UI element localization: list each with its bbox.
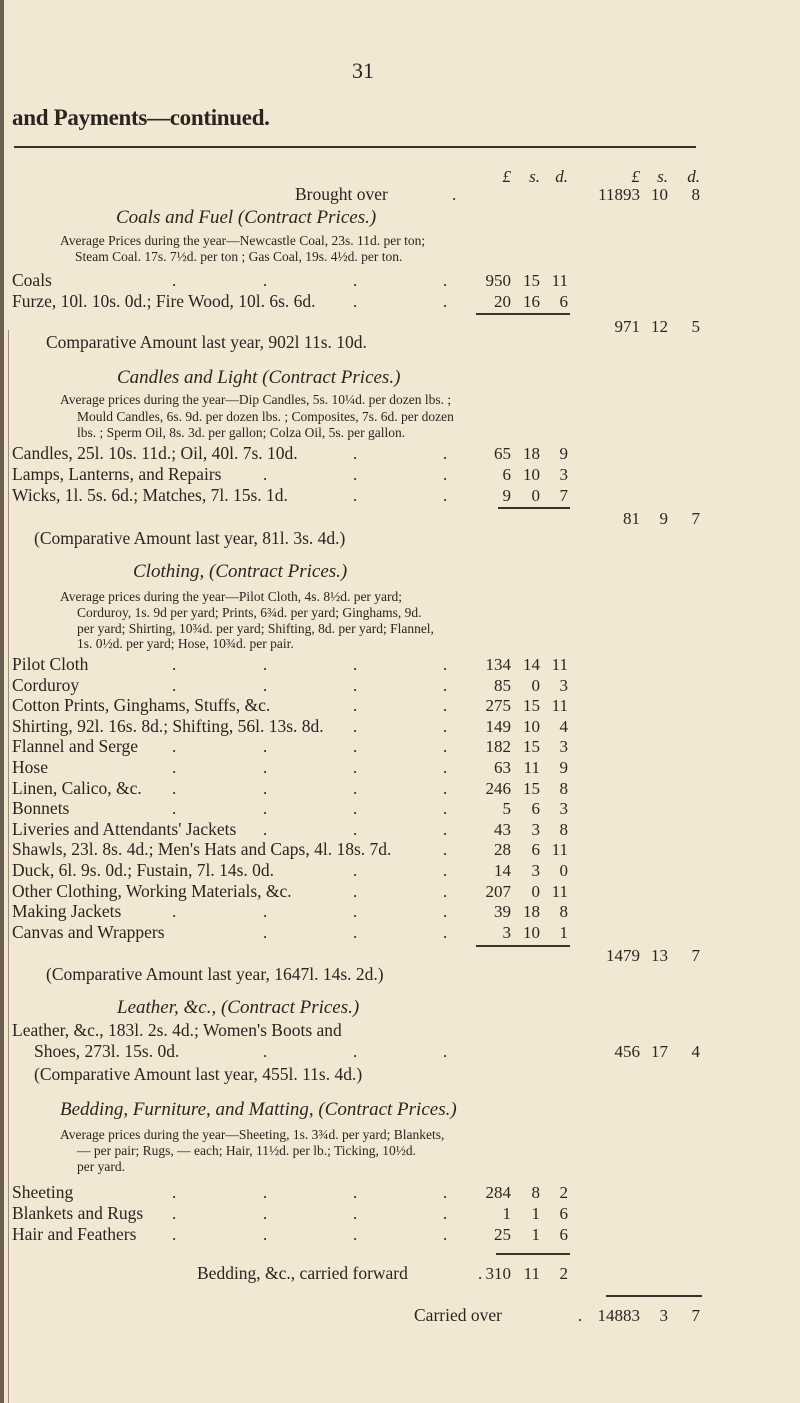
bedding-forward-shillings: 11	[523, 1264, 540, 1283]
wicks-matches-amount-pence: 7	[559, 486, 568, 505]
leader-dot: .	[443, 696, 448, 716]
leader-dot: .	[443, 840, 448, 860]
comparative-amount: (Comparative Amount last year, 455l. 11s. 4d.)	[34, 1064, 363, 1084]
clothing-item-amount-pence: 11	[551, 655, 568, 674]
bedding-forward-pence: 2	[559, 1264, 568, 1283]
clothing-item-amount-shillings: 3	[531, 861, 540, 880]
clothing-item-amount-shillings: 0	[531, 881, 540, 901]
clothing-item-amount-shillings: 6	[531, 799, 540, 819]
avg-prices-line: Average prices during the year—Pilot Cloth, 4s. 8½d. per yard;	[60, 589, 403, 604]
leader-dot: .	[263, 1204, 268, 1223]
wicks-matches-amount-pounds: 9	[502, 486, 511, 505]
clothing-item-amount-shillings: 14	[523, 655, 540, 674]
leader-dot: .	[353, 1183, 358, 1202]
leather-total-pounds: 456	[614, 1042, 640, 1061]
leader-dot: .	[353, 799, 358, 819]
leader-dot: .	[443, 716, 448, 736]
candles-total-pounds: 81	[623, 509, 640, 528]
leader-dot: .	[353, 444, 358, 463]
section-heading-coals: Coals and Fuel (Contract Prices.)	[116, 207, 377, 228]
clothing-item-amount-pounds: 43	[494, 819, 511, 839]
leader-dot: .	[172, 799, 177, 819]
leader-dot: .	[353, 271, 358, 290]
subtotal-rule	[498, 507, 570, 509]
leader-dot: .	[172, 737, 177, 757]
coals-total-pence: 5	[691, 317, 700, 336]
clothing-total-shillings: 13	[651, 946, 668, 965]
coals-total-pounds: 971	[614, 317, 640, 336]
furze-firewood-amount-pounds: 20	[494, 292, 511, 311]
clothing-item-amount-pence: 8	[559, 819, 568, 839]
leader-dot: .	[353, 1204, 358, 1223]
leader-dot: .	[443, 799, 448, 819]
clothing-item-label: Hose	[12, 757, 48, 777]
leader-dot: .	[443, 1225, 448, 1244]
blankets-rugs-amount-pence: 6	[559, 1204, 568, 1223]
coals-amount-pence: 11	[551, 271, 568, 290]
clothing-item-amount-shillings: 15	[523, 737, 540, 757]
leader-dot: .	[353, 716, 358, 736]
brought-over-label: Brought over	[295, 184, 388, 204]
leader-dot: .	[263, 1042, 268, 1061]
leader-dot: .	[172, 675, 177, 695]
coals-amount-pounds: 950	[485, 271, 511, 290]
section-heading-bedding: Bedding, Furniture, and Matting, (Contract Prices.)	[60, 1099, 457, 1120]
page-binding-edge	[0, 0, 4, 1403]
clothing-item-amount-pence: 8	[559, 778, 568, 798]
candles-amount-pence: 9	[559, 444, 568, 463]
clothing-item-label: Canvas and Wrappers	[12, 921, 165, 942]
carried-over-total-pounds: 14883	[597, 1306, 640, 1325]
leader-dot: .	[353, 1042, 358, 1061]
leader-dot: .	[353, 465, 358, 484]
leader-dot: .	[443, 737, 448, 757]
clothing-item-amount-pounds: 28	[494, 840, 511, 860]
clothing-item-amount-pence: 0	[559, 861, 568, 880]
clothing-item-amount-pence: 3	[559, 737, 568, 757]
furze-firewood-label: Furze, 10l. 10s. 0d.; Fire Wood, 10l. 6s. 6d.	[12, 291, 316, 311]
hair-feathers-label: Hair and Feathers	[12, 1224, 137, 1244]
leader-dot: .	[353, 881, 358, 901]
clothing-item-amount-pounds: 85	[494, 675, 511, 695]
lamps-label: Lamps, Lanterns, and Repairs	[12, 464, 222, 484]
clothing-item-amount-pence: 9	[559, 758, 568, 777]
brought-over-total-shillings: 10	[651, 185, 668, 204]
clothing-item-amount-pounds: 149	[485, 716, 511, 736]
leader-dot: .	[443, 486, 448, 505]
leader-dot: .	[263, 655, 268, 674]
leader-dot: .	[353, 922, 358, 942]
blankets-rugs-label: Blankets and Rugs	[12, 1203, 144, 1223]
sheeting-amount-pence: 2	[559, 1183, 568, 1202]
leader-dot: .	[443, 271, 448, 290]
leader-dot: .	[452, 185, 457, 204]
leader-dot: .	[263, 778, 268, 798]
col2-header-pence: d.	[687, 167, 700, 186]
col1-header-pence: d.	[555, 167, 568, 186]
comparative-amount: Comparative Amount last year, 902l 11s. 10d.	[46, 332, 367, 352]
clothing-total-pounds: 1479	[606, 946, 640, 965]
wicks-matches-label: Wicks, 1l. 5s. 6d.; Matches, 7l. 15s. 1d.	[12, 485, 288, 505]
page-margin-line	[8, 330, 9, 1403]
leader-dot: .	[353, 902, 358, 922]
avg-prices-line: Average prices during the year—Dip Candles, 5s. 10¼d. per dozen lbs. ;	[60, 392, 452, 407]
clothing-item-label: Making Jackets	[12, 901, 122, 922]
candles-amount-shillings: 18	[523, 444, 540, 463]
carried-over-total-pence: 7	[691, 1306, 700, 1325]
lamps-amount-pence: 3	[559, 465, 568, 484]
sheeting-amount-pounds: 284	[485, 1183, 511, 1202]
leader-dot: .	[478, 1264, 483, 1283]
leader-dot: .	[263, 465, 268, 484]
hair-feathers-amount-shillings: 1	[531, 1225, 540, 1244]
avg-prices-line: — per pair; Rugs, — each; Hair, 11½d. per lb.; Ticking, 10½d.	[77, 1143, 417, 1158]
avg-prices-line: Average Prices during the year—Newcastle Coal, 23s. 11d. per ton;	[60, 233, 426, 248]
leader-dot: .	[263, 758, 268, 777]
clothing-item-amount-pounds: 3	[502, 922, 511, 942]
clothing-item-amount-shillings: 15	[523, 696, 540, 716]
clothing-item-label: Shirting, 92l. 16s. 8d.; Shifting, 56l. 13s. 8d.	[12, 715, 324, 736]
clothing-item-amount-pounds: 207	[485, 881, 511, 901]
running-head: and Payments—continued.	[12, 105, 270, 130]
clothing-item-label: Corduroy	[12, 674, 80, 695]
clothing-item-amount-shillings: 6	[531, 840, 540, 860]
sheeting-label: Sheeting	[12, 1182, 74, 1202]
subtotal-rule	[476, 313, 570, 315]
col1-header-shillings: s.	[529, 167, 540, 186]
header-rule	[14, 146, 696, 148]
leader-dot: .	[172, 1225, 177, 1244]
clothing-item-amount-pence: 3	[559, 675, 568, 695]
clothing-item-amount-pounds: 5	[502, 799, 511, 819]
avg-prices-line: per yard.	[77, 1159, 125, 1174]
clothing-item-amount-pence: 11	[551, 881, 568, 901]
leader-dot: .	[443, 444, 448, 463]
avg-prices-line: per yard; Shirting, 10¾d. per yard; Shifting, 8d. per yard; Flannel,	[77, 620, 434, 636]
leader-dot: .	[443, 922, 448, 942]
bedding-forward-label: Bedding, &c., carried forward	[197, 1263, 408, 1283]
candles-total-shillings: 9	[659, 509, 668, 528]
lamps-amount-pounds: 6	[502, 465, 511, 484]
subtotal-rule	[476, 945, 570, 947]
leader-dot: .	[443, 819, 448, 839]
clothing-item-amount-pence: 8	[559, 902, 568, 922]
leader-dot: .	[443, 292, 448, 311]
leader-dot: .	[172, 758, 177, 777]
clothing-item-label: Cotton Prints, Ginghams, Stuffs, &c.	[12, 695, 271, 716]
leader-dot: .	[443, 881, 448, 901]
leader-dot: .	[353, 696, 358, 716]
carried-over-label: Carried over	[414, 1305, 502, 1325]
coals-total-shillings: 12	[651, 317, 668, 336]
leader-dot: .	[263, 271, 268, 290]
section-heading-candles: Candles and Light (Contract Prices.)	[117, 367, 401, 388]
leader-dot: .	[263, 1225, 268, 1244]
leader-dot: .	[263, 922, 268, 942]
clothing-item-label: Duck, 6l. 9s. 0d.; Fustain, 7l. 14s. 0d.	[12, 860, 275, 880]
clothing-item-amount-shillings: 0	[531, 675, 540, 695]
clothing-item-amount-pence: 3	[559, 799, 568, 819]
leader-dot: .	[172, 778, 177, 798]
clothing-item-label: Linen, Calico, &c.	[12, 777, 142, 798]
leader-dot: .	[353, 292, 358, 311]
total-rule	[606, 1295, 702, 1297]
leader-dot: .	[263, 902, 268, 922]
page-number: 31	[352, 58, 374, 83]
leader-dot: .	[172, 1183, 177, 1202]
leader-dot: .	[353, 675, 358, 695]
avg-prices-line: Mould Candles, 6s. 9d. per dozen lbs. ; Composites, 7s. 6d. per dozen	[77, 409, 454, 424]
candles-label: Candles, 25l. 10s. 11d.; Oil, 40l. 7s. 10d.	[12, 443, 298, 463]
leader-dot: .	[172, 902, 177, 922]
furze-firewood-amount-pence: 6	[559, 292, 568, 311]
col2-header-shillings: s.	[657, 167, 668, 186]
coals-amount-shillings: 15	[523, 271, 540, 290]
clothing-item-amount-pounds: 63	[494, 758, 511, 777]
wicks-matches-amount-shillings: 0	[531, 486, 540, 505]
clothing-item-amount-shillings: 18	[523, 902, 540, 922]
leather-total-pence: 4	[691, 1042, 700, 1061]
comparative-amount: (Comparative Amount last year, 81l. 3s. 4d.)	[34, 528, 346, 548]
leader-dot: .	[443, 778, 448, 798]
clothing-item-amount-pounds: 182	[485, 737, 511, 757]
comparative-amount: (Comparative Amount last year, 1647l. 14s. 2d.)	[46, 964, 384, 984]
leader-dot: .	[443, 1183, 448, 1202]
clothing-item-amount-pounds: 39	[494, 902, 511, 922]
leader-dot: .	[443, 675, 448, 695]
clothing-item-amount-shillings: 15	[523, 778, 540, 798]
leader-dot: .	[353, 778, 358, 798]
clothing-item-amount-shillings: 10	[523, 922, 540, 942]
sheeting-amount-shillings: 8	[531, 1183, 540, 1202]
leader-dot: .	[353, 861, 358, 880]
leather-line: Shoes, 273l. 15s. 0d.	[34, 1041, 180, 1061]
leather-line: Leather, &c., 183l. 2s. 4d.; Women's Boots and	[12, 1020, 342, 1040]
clothing-item-label: Pilot Cloth	[12, 654, 89, 674]
leader-dot: .	[263, 819, 268, 839]
clothing-item-label: Shawls, 23l. 8s. 4d.; Men's Hats and Caps, 4l. 18s. 7d.	[12, 839, 392, 860]
leader-dot: .	[353, 1225, 358, 1244]
clothing-item-amount-pence: 4	[559, 716, 568, 736]
leader-dot: .	[263, 799, 268, 819]
leader-dot: .	[263, 1183, 268, 1202]
leader-dot: .	[353, 737, 358, 757]
leader-dot: .	[353, 758, 358, 777]
col1-header-pounds: £	[502, 167, 511, 186]
clothing-item-amount-pounds: 246	[485, 778, 511, 798]
leader-dot: .	[443, 1042, 448, 1061]
hair-feathers-amount-pence: 6	[559, 1225, 568, 1244]
subtotal-rule	[496, 1253, 570, 1255]
leader-dot: .	[578, 1306, 583, 1325]
leader-dot: .	[443, 655, 448, 674]
avg-prices-line: lbs. ; Sperm Oil, 8s. 3d. per gallon; Colza Oil, 5s. per gallon.	[77, 425, 406, 440]
brought-over-total-pounds: 11893	[598, 185, 640, 204]
brought-over-total-pence: 8	[691, 185, 700, 204]
clothing-item-amount-pounds: 134	[485, 655, 511, 674]
candles-amount-pounds: 65	[494, 444, 511, 463]
leader-dot: .	[172, 271, 177, 290]
clothing-item-amount-pence: 1	[559, 922, 568, 942]
leader-dot: .	[443, 758, 448, 777]
blankets-rugs-amount-pounds: 1	[502, 1204, 511, 1223]
carried-over-total-shillings: 3	[659, 1306, 668, 1325]
leader-dot: .	[263, 675, 268, 695]
clothing-item-amount-pence: 11	[551, 840, 568, 860]
avg-prices-line: Steam Coal. 17s. 7½d. per ton ; Gas Coal, 19s. 4½d. per ton.	[75, 249, 403, 264]
clothing-item-label: Bonnets	[12, 798, 70, 819]
clothing-item-amount-pounds: 14	[494, 861, 511, 880]
clothing-item-label: Flannel and Serge	[12, 736, 139, 757]
clothing-total-pence: 7	[691, 946, 700, 965]
leader-dot: .	[353, 486, 358, 505]
hair-feathers-amount-pounds: 25	[494, 1225, 511, 1244]
leader-dot: .	[443, 465, 448, 484]
furze-firewood-amount-shillings: 16	[523, 292, 540, 311]
leader-dot: .	[353, 655, 358, 674]
leader-dot: .	[172, 655, 177, 674]
avg-prices-line: Corduroy, 1s. 9d per yard; Prints, 6¾d. per yard; Ginghams, 9d.	[77, 605, 422, 620]
blankets-rugs-amount-shillings: 1	[531, 1204, 540, 1223]
section-heading-clothing: Clothing, (Contract Prices.)	[133, 561, 348, 582]
lamps-amount-shillings: 10	[523, 465, 540, 484]
leader-dot: .	[443, 861, 448, 880]
clothing-item-label: Other Clothing, Working Materials, &c.	[12, 880, 292, 901]
leader-dot: .	[443, 1204, 448, 1223]
clothing-item-amount-shillings: 11	[523, 758, 540, 777]
clothing-item-amount-pounds: 275	[485, 696, 511, 716]
clothing-item-label: Liveries and Attendants' Jackets	[12, 818, 237, 839]
section-heading-leather: Leather, &c., (Contract Prices.)	[117, 997, 360, 1018]
candles-total-pence: 7	[691, 509, 700, 528]
avg-prices-line: 1s. 0½d. per yard; Hose, 10¾d. per pair.	[77, 636, 294, 651]
col2-header-pounds: £	[631, 167, 640, 186]
leader-dot: .	[172, 1204, 177, 1223]
clothing-item-amount-pence: 11	[551, 696, 568, 716]
leather-total-shillings: 17	[651, 1042, 668, 1061]
avg-prices-line: Average prices during the year—Sheeting, 1s. 3¾d. per yard; Blankets,	[60, 1127, 445, 1142]
coals-label: Coals	[12, 270, 52, 290]
leader-dot: .	[443, 902, 448, 922]
leader-dot: .	[353, 819, 358, 839]
bedding-forward-pounds: 310	[485, 1264, 511, 1283]
clothing-item-amount-shillings: 3	[531, 819, 540, 839]
clothing-item-amount-shillings: 10	[523, 716, 540, 736]
leader-dot: .	[263, 737, 268, 757]
